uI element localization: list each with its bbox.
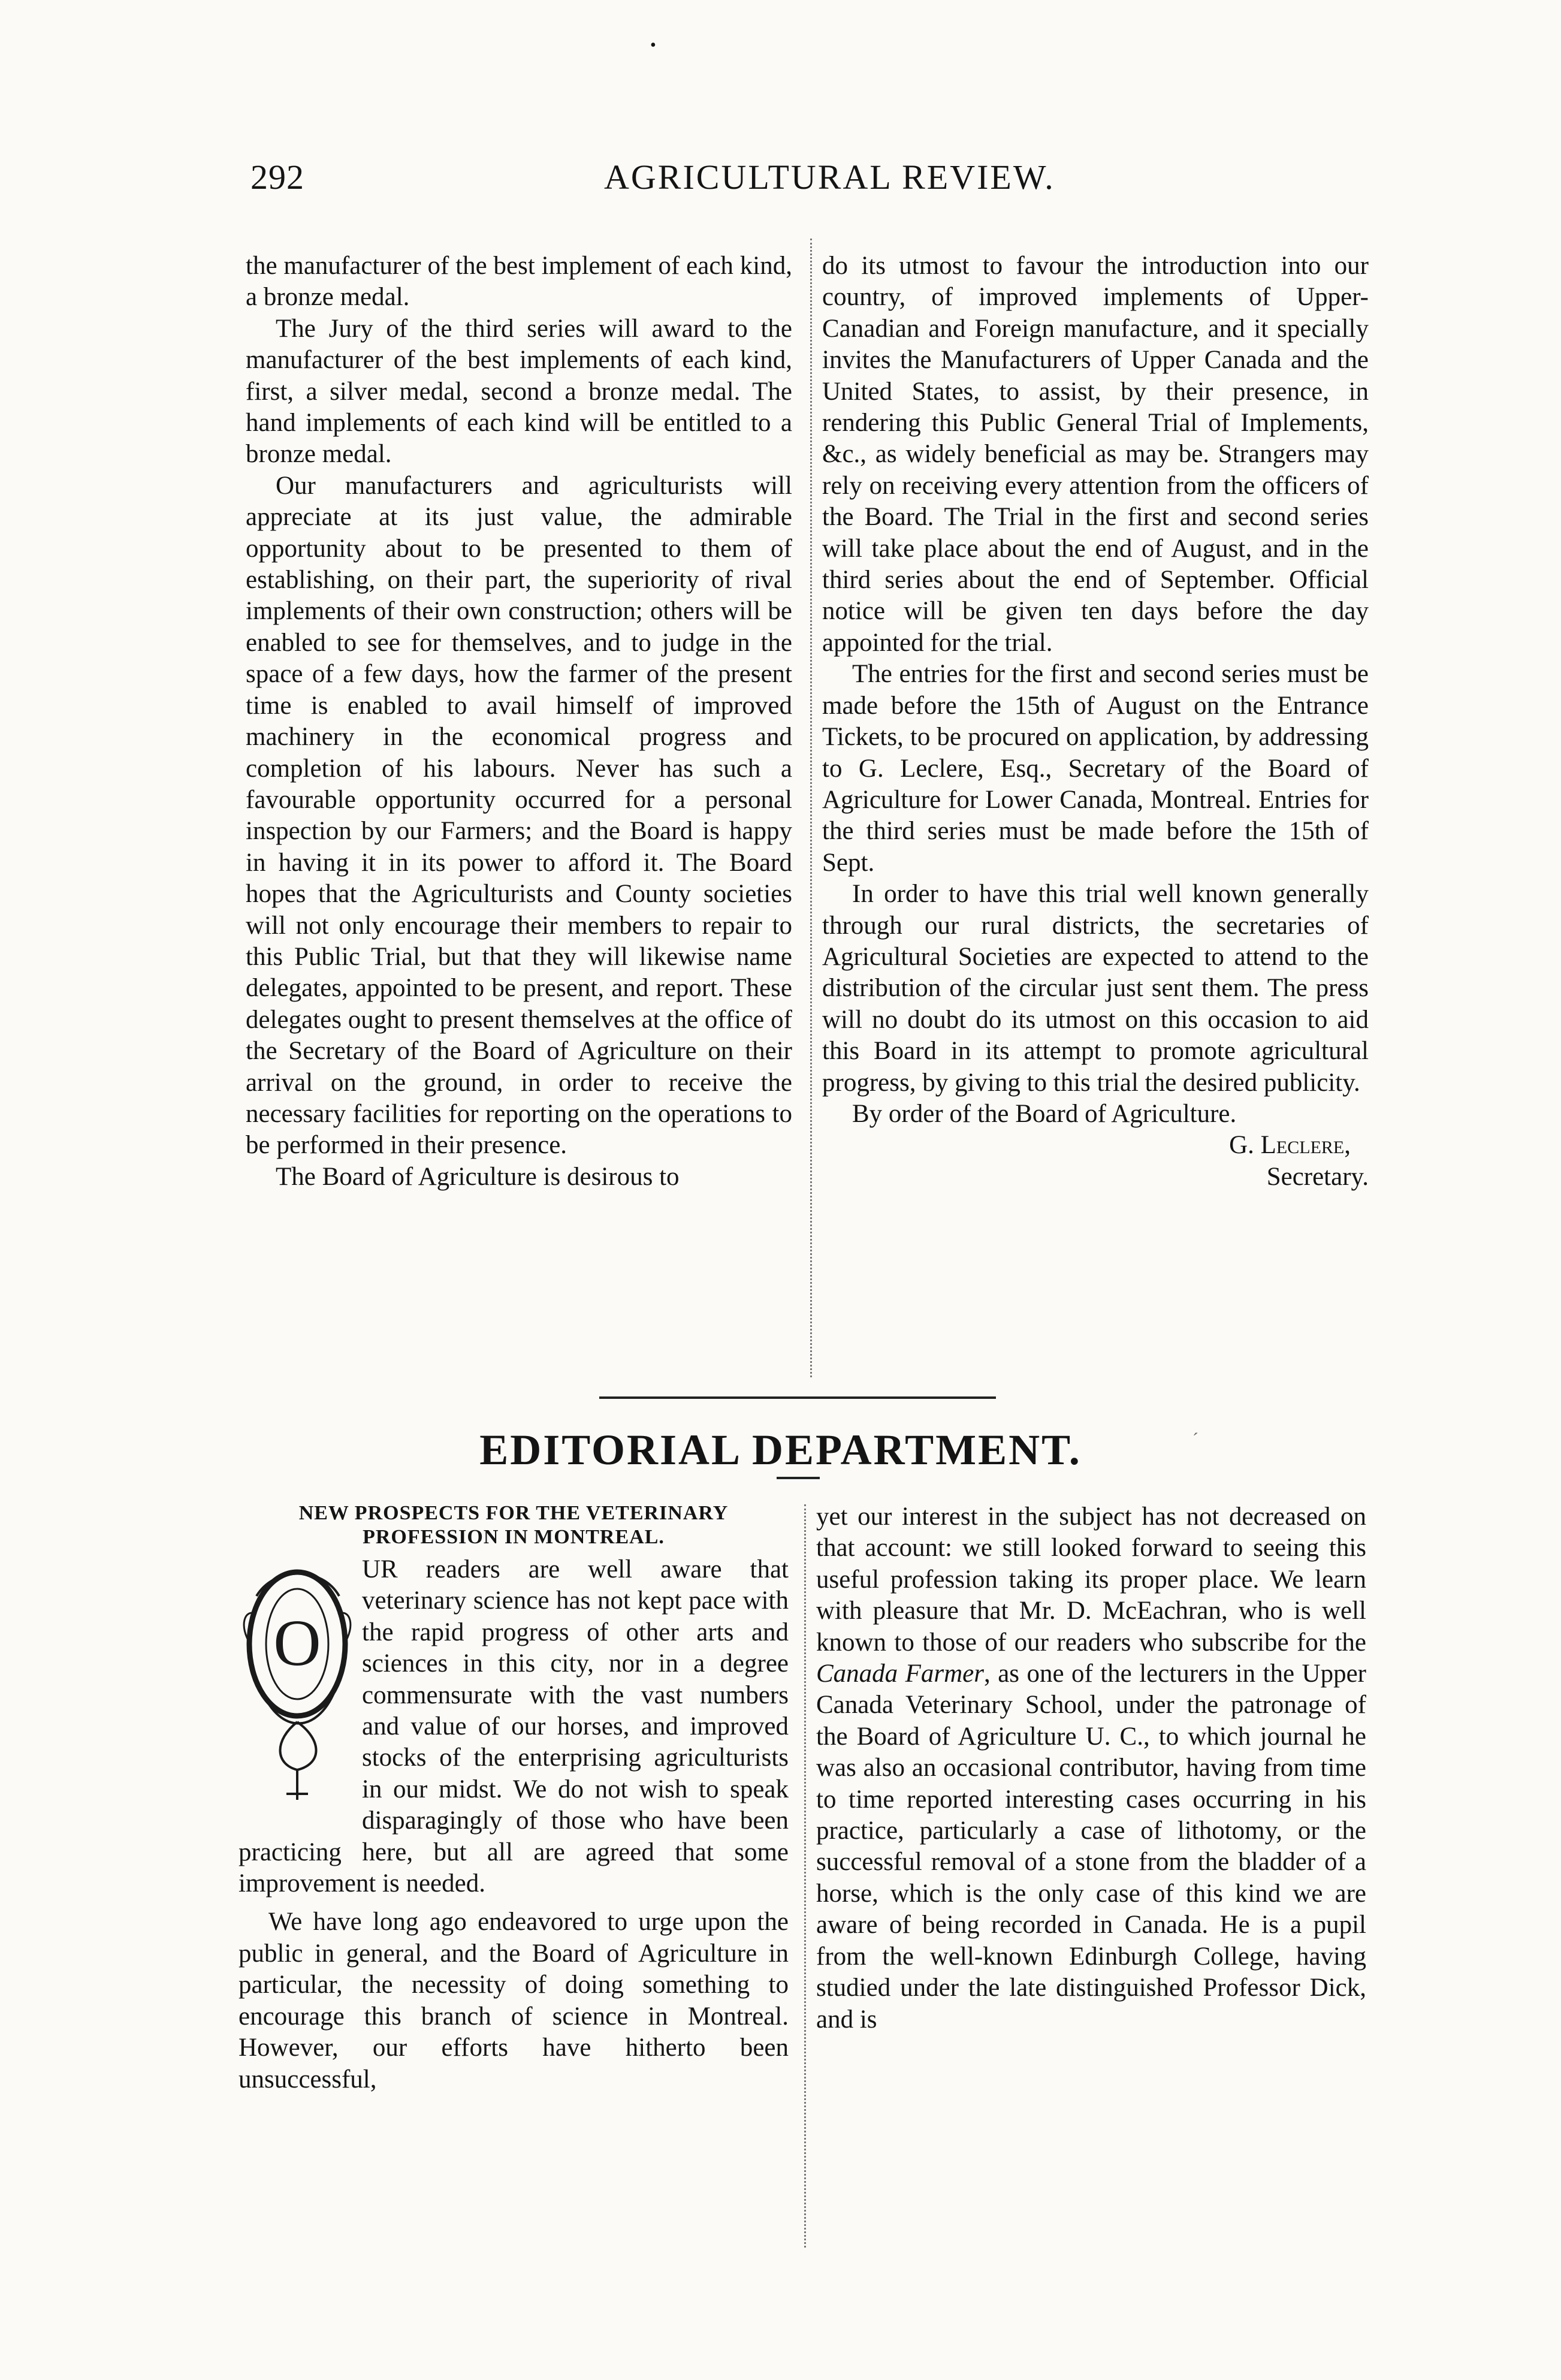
- article-left-column: [238, 1501, 789, 2095]
- section-title: EDITORIAL DEPARTMENT.: [479, 1426, 1082, 1474]
- paragraph: yet our interest in the subject has not decreased on that account: we still looked forward to seeing this useful profession taking its proper place. We learn with pleasure that Mr. D. McEachran, who is well known to those of our readers who subscribe for the Canada Farmer, as one of the lecturers in the Upper Canada Veterinary School, under the patronage of the Board of Agriculture U. C., to which journal he was also an occasional contributor, having from time to time reported interesting cases occurring in his practice, particularly a case of lithotomy, or the successful removal of a stone from the bladder of a horse, which is the only case of this kind we are aware of being recorded in Canada. He is a pupil from the well-known Edinburgh College, having studied under the late distinguished Professor Dick, and is: [816, 1503, 1366, 2034]
- ink-mark: ´: [1192, 1429, 1198, 1449]
- drop-cap: [238, 1554, 356, 1806]
- signature-name: G. Leclere,: [1229, 1131, 1351, 1160]
- section-rule: [599, 1396, 996, 1399]
- paragraph: We have long ago endeavored to urge upon the public in general, and the Board of Agriculture in particular, the necessity of doing something to encourage this branch of science in Montreal. However, our efforts have hitherto been unsuccessful,: [238, 1908, 789, 2094]
- paragraph: By order of the Board of Agriculture.: [852, 1099, 1237, 1128]
- column-divider: [810, 239, 813, 1377]
- paragraph: The Board of Agriculture is desirous to: [276, 1162, 680, 1191]
- svg-text:O: O: [273, 1606, 321, 1679]
- top-left-column: [246, 251, 792, 1193]
- paragraph: In order to have this trial well known generally through our rural districts, the secretaries of Agricultural Societies are expected to attend to the distribution of the circular just sent them. The press will no doubt do its utmost on this occasion to aid this Board in its attempt to promote agricultural progress, by giving to this trial the desired publicity.: [822, 880, 1369, 1097]
- article-right-column: [816, 1501, 1366, 2035]
- article-title: [238, 1501, 789, 1549]
- page-header: [250, 157, 1372, 203]
- top-right-column: [822, 251, 1369, 1193]
- article-title-line2: PROFESSION IN MONTREAL.: [363, 1526, 665, 1548]
- ornamental-o-icon: [238, 1554, 356, 1806]
- paragraph: do its utmost to favour the introduction into our country, of improved implements of Upper-Canadian and Foreign manufacture, and it specially invites the Manufacturers of Upper Canada and the United States, to assist, by their presence, in rendering this Public General Trial of Implements, &c., as widely beneficial as may be. Strangers may rely on receiving every attention from the officers of the Board. The Trial in the first and second series will take place about the end of August, and in the third series about the end of September. Official notice will be given ten days before the day appointed for the trial.: [822, 252, 1369, 657]
- running-title: AGRICULTURAL REVIEW.: [604, 158, 1055, 197]
- print-mark: •: [650, 36, 656, 55]
- paragraph: UR readers are well aware that veterinary science has not kept pace with the rapid progress of other arts and sciences in this city, nor in a degree commensurate with the vast numbers and value of our horses, and improved stocks of the enterprising agriculturists in our midst. We do not wish to speak disparagingly of those who have been practicing here, but all are agreed that some improvement is needed.: [238, 1555, 789, 1898]
- paragraph: The Jury of the third series will award to the manufacturer of the best implements of each kind, first, a silver medal, second a bronze medal. The hand implements of each kind will be entitled to a bronze medal.: [246, 314, 792, 469]
- paragraph: the manufacturer of the best implement of each kind, a bronze medal.: [246, 252, 792, 312]
- page-number: 292: [250, 158, 304, 197]
- column-divider: [804, 1504, 807, 2248]
- article-title-line1: NEW PROSPECTS FOR THE VETERINARY: [298, 1502, 729, 1524]
- short-rule: [777, 1477, 820, 1479]
- paragraph: Our manufacturers and agriculturists will appreciate at its just value, the admirable opportunity about to be presented to them of establishing, on their part, the superiority of rival implements of their own construction; others will be enabled to see for themselves, and to judge in the space of a few days, how the farmer of the present time is enabled to avail himself of improved machinery in the economical progress and completion of his labours. Never has such a favourable opportunity occurred for a personal inspection by our Farmers; and the Board is happy in having it in its power to afford it. The Board hopes that the Agriculturists and County societies will not only encourage their members to repair to this Public Trial, but that they will likewise name delegates, appointed to be present, and report. These delegates ought to present themselves at the office of the Secretary of the Board of Agriculture on their arrival on the ground, in order to receive the necessary facilities for reporting on the operations to be performed in their presence.: [246, 471, 792, 1160]
- italic-title: Canada Farmer: [816, 1660, 984, 1688]
- signature-title: Secretary.: [1266, 1162, 1369, 1191]
- paragraph: The entries for the first and second series must be made before the 15th of August on the Entrance Tickets, to be procured on application, by addressing to G. Leclere, Esq., Secretary of the Board of Agriculture for Lower Canada, Montreal. Entries for the third series must be made before the 15th of Sept.: [822, 660, 1369, 877]
